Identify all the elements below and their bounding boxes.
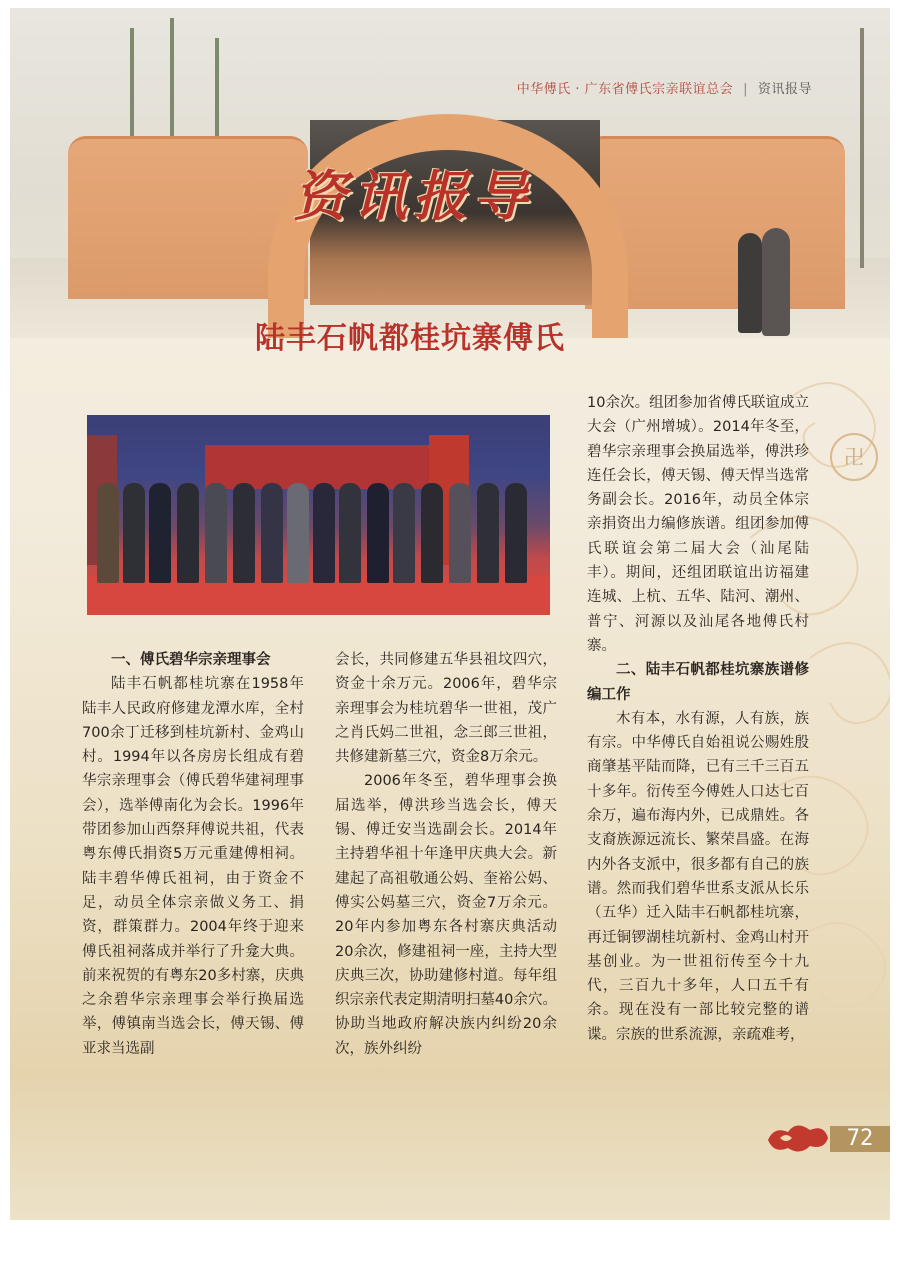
group-photo [87, 415, 550, 615]
paragraph: 陆丰石帆都桂坑寨在1958年陆丰人民政府修建龙潭水库，全村700余丁迁移到桂坑新村、金鸡山村。1994年以各房房长组成有碧华宗亲理事会（傅氏碧华建祠理事会），选举傅南化为会长。1996年带团参加山西祭拜傅说共祖，代表粤东傅氏捐资5万元重建傅相祠。陆丰碧华傅氏祖祠，由于资金不足，动员全体宗亲做义务工、捐资，群策群力。2004年终于迎来傅氏祖祠落成并举行了升龛大典。前来祝贺的有粤东20多村寨，庆典之余碧华宗亲理事会举行换届选举，傅镇南当选会长，傅天锡、傅亚求当选副 [82, 676, 304, 1057]
running-header: 中华傅氏 · 广东省傅氏宗亲联谊总会 | 资讯报导 [516, 82, 812, 97]
column-2 [335, 648, 557, 1061]
column-3 [587, 391, 809, 1047]
section-title: 资讯报导 [293, 164, 533, 228]
magazine-page [10, 8, 890, 1220]
header-section: 资讯报导 [757, 82, 812, 97]
paragraph: 10余次。组团参加省傅氏联谊成立大会（广州增城）。2014年冬至，碧华宗亲理事会换届选举，傅洪珍连任会长，傅天锡、傅天悍当选常务副会长。2016年，动员全体宗亲捐资出力编修族谱。组团参加傅氏联谊会第二届大会（汕尾陆丰）。期间，还组团联谊出访福建连城、上杭、五华、陆河、潮州、普宁、河源以及汕尾各地傅氏村寨。 [587, 395, 809, 654]
article-title: 陆丰石帆都桂坑寨傅氏 [255, 321, 565, 356]
column-1 [82, 648, 304, 1061]
cloud-ornament-icon [762, 1120, 832, 1156]
paragraph: 会长，共同修建五华县祖坟四穴，资金十余万元。2006年，碧华宗亲理事会为桂坑碧华一世祖，茂广之肖氏妈二世祖，念三郎三世祖，共修建新墓三穴，资金8万余元。 [335, 652, 557, 766]
paragraph: 木有本，水有源，人有族，族有宗。中华傅氏自始祖说公赐姓殷商肇基平陆而降，已有三千三百五十多年。衍传至今傅姓人口达七百余万，遍布海内外，已成鼎姓。各支裔族源远流长、繁荣昌盛。在海内外各支派中，很多都有自己的族谱。然而我们碧华世系支派从长乐（五华）迁入陆丰石帆都桂坑寨，再迁铜锣湖桂坑新村、金鸡山村开基创业。为一世祖衍传至今十九代，三百九十多年，人口五千有余。现在没有一部比较完整的谱谍。宗族的世系流源，亲疏难考， [587, 710, 809, 1043]
heading-section-1: 一、傅氏碧华宗亲理事会 [111, 652, 271, 668]
heading-section-2: 二、陆丰石帆都桂坑寨族谱修编工作 [587, 662, 809, 703]
header-org: 中华傅氏 · 广东省傅氏宗亲联谊总会 [516, 82, 734, 97]
seal-emblem: 卍 [830, 433, 878, 481]
paragraph: 2006年冬至，碧华理事会换届选举，傅洪珍当选会长，傅天锡、傅迁安当选副会长。2014年主持碧华祖十年逢甲庆典大会。新建起了高祖敬通公妈、奎裕公妈、傅实公妈墓三穴，资金7万余元。20年内参加粤东各村寨庆典活动20余次，修建祖祠一座，主持大型庆典三次，协助建修村道。每年组织宗亲代表定期清明扫墓40余穴。协助当地政府解决族内纠纷20余次，族外纠纷 [335, 773, 557, 1057]
page-number: 72 [830, 1126, 890, 1152]
